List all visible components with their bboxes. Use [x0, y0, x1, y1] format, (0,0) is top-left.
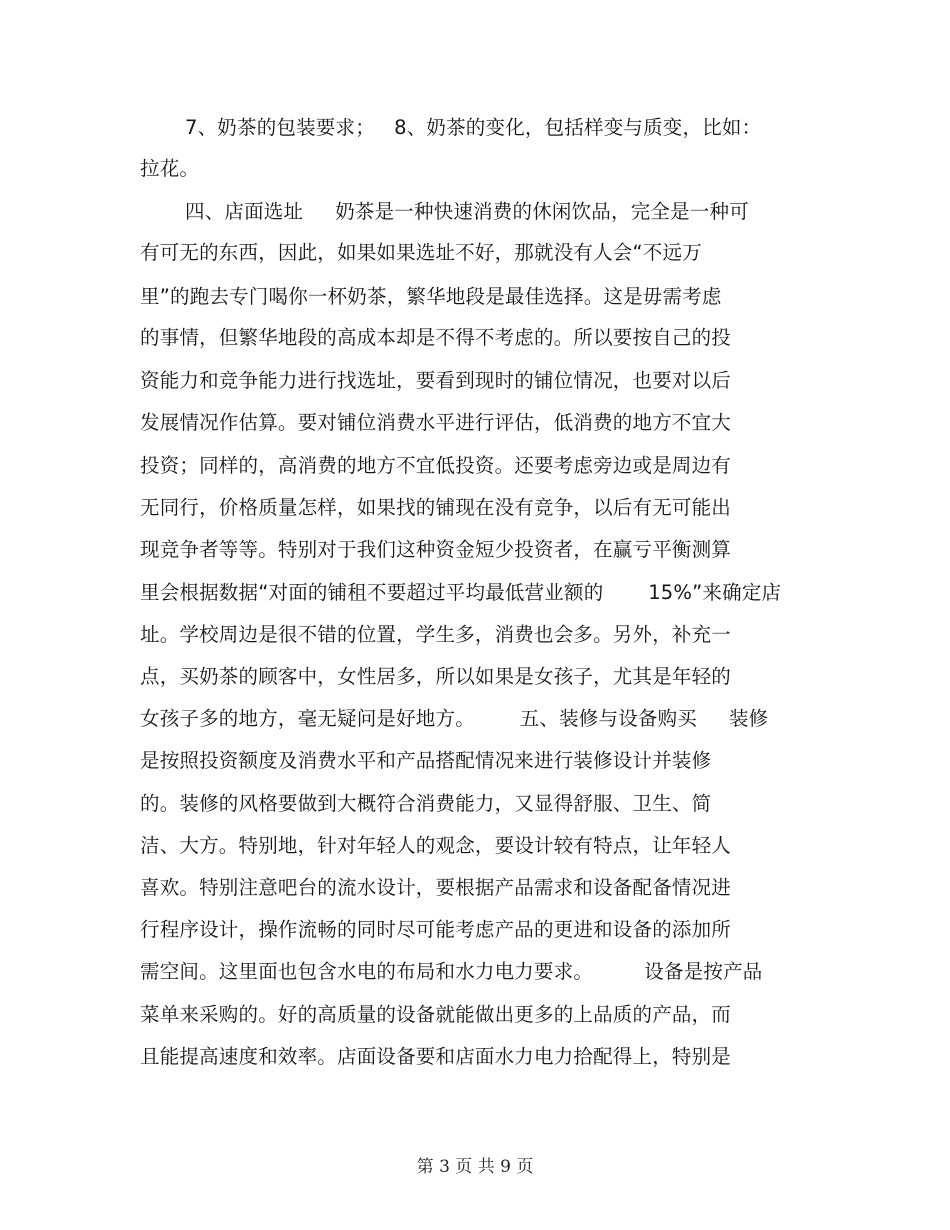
body-text-line: 有可无的东西，因此，如果如果选址不好，那就没有人会“不远万: [140, 241, 702, 264]
body-text-line: 拉花。: [140, 157, 200, 180]
body-text-line: 且能提高速度和效率。店面设备要和店面水力电力拾配得上，特别是: [140, 1045, 732, 1068]
body-text-line: 7、奶茶的包装要求； 8、奶茶的变化，包括样变与质变，比如：: [185, 116, 762, 139]
body-text-line: 的事情，但繁华地段的高成本却是不得不考虑的。所以要按自己的投: [140, 326, 732, 349]
body-text-line: 里会根据数据“对面的铺租不要超过平均最低营业额的 15%”来确定店: [140, 581, 782, 604]
body-text-line: 无同行，价格质量怎样，如果找的铺现在没有竞争，以后有无可能出: [140, 496, 732, 519]
body-text-line: 喜欢。特别注意吧台的流水设计，要根据产品需求和设备配备情况进: [140, 876, 732, 899]
body-text-line: 投资；同样的，高消费的地方不宜低投资。还要考虑旁边或是周边有: [140, 454, 732, 477]
body-text-line: 里”的跑去专门喝你一杯奶茶，繁华地段是最佳选择。这是毋需考虑: [140, 285, 722, 308]
body-text-line: 现竞争者等等。特别对于我们这种资金短少投资者，在赢亏平衡测算: [140, 538, 732, 561]
body-text-line: 行程序设计，操作流畅的同时尽可能考虑产品的更进和设备的添加所: [140, 918, 732, 941]
body-text-line: 址。学校周边是很不错的位置，学生多，消费也会多。另外，补充一: [140, 623, 732, 646]
body-text-line: 的。装修的风格要做到大概符合消费能力，又显得舒服、卫生、简: [140, 792, 712, 815]
body-text-line: 四、店面选址 奶茶是一种快速消费的休闲饮品，完全是一种可: [185, 200, 749, 223]
body-text-line: 发展情况作估算。要对铺位消费水平进行评估，低消费的地方不宜大: [140, 411, 732, 434]
body-text-line: 菜单来采购的。好的高质量的设备就能做出更多的上品质的产品，而: [140, 1003, 732, 1026]
body-text-line: 洁、大方。特别地，针对年轻人的观念，要设计较有特点，让年轻人: [140, 834, 732, 857]
body-text-line: 点，买奶茶的顾客中，女性居多，所以如果是女孩子，尤其是年轻的: [140, 665, 732, 688]
body-text-line: 女孩子多的地方，毫无疑问是好地方。 五、装修与设备购买 装修: [140, 707, 769, 730]
page-number-footer: 第 3 页 共 9 页: [416, 1157, 534, 1177]
body-text-line: 是按照投资额度及消费水平和产品搭配情况来进行装修设计并装修: [140, 749, 712, 772]
body-text-line: 需空间。这里面也包含水电的布局和水力电力要求。 设备是按产品: [140, 960, 763, 983]
body-text-line: 资能力和竞争能力进行找选址，要看到现时的铺位情况，也要对以后: [140, 369, 732, 392]
